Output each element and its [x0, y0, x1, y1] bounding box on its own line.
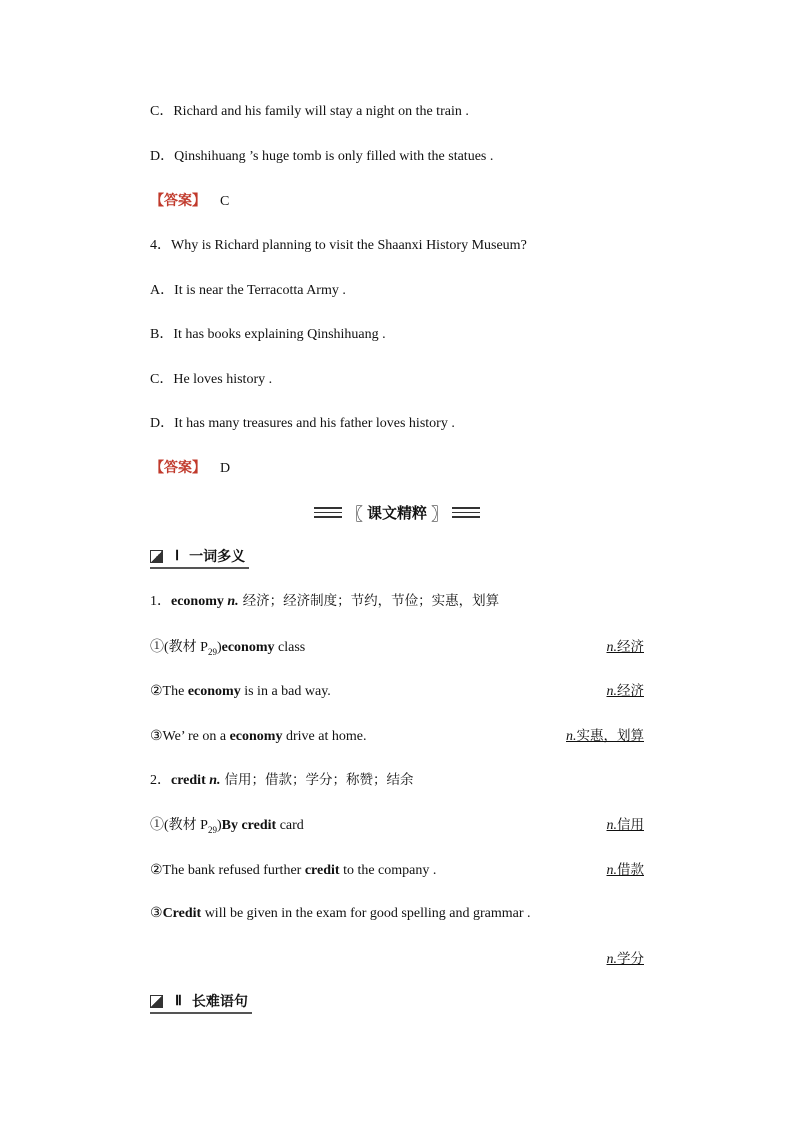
- heading-bracket-right: 〗: [431, 505, 448, 525]
- word-definitions: 经济；经济制度；节约，节俭；实惠，划算: [242, 593, 500, 609]
- answer-q3: [150, 191, 644, 212]
- example-row: ②The bank refused further credit to the company . n.借款: [150, 860, 644, 881]
- word-definitions: 信用；借款；学分；称赞；结余: [224, 772, 414, 788]
- q4-option-d: D．It has many treasures and his father loves history .: [150, 416, 455, 431]
- section-roman: Ⅰ: [175, 548, 180, 564]
- section-bullet-icon: [150, 550, 163, 563]
- example-meaning: n.学分: [606, 951, 644, 967]
- heading-deco-left: [314, 507, 342, 518]
- answer-value: D: [220, 461, 231, 476]
- q4-option-a: A．It is near the Terracotta Army .: [150, 283, 346, 298]
- word-headword: economy: [171, 594, 224, 609]
- section-heading: [0, 500, 794, 525]
- q4-option-b: B．It has books explaining Qinshihuang .: [150, 327, 386, 342]
- section-1-title: [150, 545, 249, 569]
- word-headword: credit: [171, 773, 206, 788]
- example-row: ②The economy is in a bad way. n.经济: [150, 681, 644, 702]
- word-pos: n.: [205, 773, 221, 788]
- heading-deco-right: [452, 507, 480, 518]
- answer-value: C: [220, 194, 230, 209]
- q3-option-c: C．Richard and his family will stay a night on the train .: [150, 104, 469, 119]
- example-meaning: n.借款: [606, 862, 644, 878]
- answer-q4: [150, 458, 644, 479]
- section-label: 一词多义: [189, 549, 246, 565]
- section-2-title: [150, 990, 252, 1014]
- word-number: 2．: [150, 773, 171, 788]
- example-meaning: n.信用: [606, 817, 644, 833]
- answer-label: 【答案】: [150, 460, 206, 476]
- q3-option-d: D．Qinshihuang ’s huge tomb is only filled with the statues .: [150, 149, 494, 164]
- heading-bracket-left: 〖: [345, 505, 363, 525]
- example-row: ①(教材 $P_{29})By$ credit card n.信用: [150, 817, 644, 835]
- example-meaning-row: [150, 949, 644, 970]
- word-pos: n.: [223, 594, 239, 609]
- heading-title: 课文精粹: [366, 504, 427, 522]
- answer-label: 【答案】: [150, 193, 206, 209]
- example-meaning: n.实惠，划算: [566, 728, 644, 744]
- q4-question: 4．Why is Richard planning to visit the Shaanxi History Museum?: [150, 238, 527, 253]
- word-2-entry: [150, 770, 644, 791]
- example-row: ③We’ re on a economy drive at home. n.实惠，划算: [150, 726, 644, 747]
- q4-option-c: C．He loves history .: [150, 372, 273, 387]
- word-1-entry: [150, 591, 644, 612]
- example-meaning: n.经济: [606, 683, 644, 699]
- word-number: 1．: [150, 594, 171, 609]
- example-row: ③Credit will be given in the exam for good spelling and grammar .: [150, 906, 531, 921]
- section-label: 长难语句: [191, 994, 248, 1010]
- example-meaning: n.经济: [606, 639, 644, 655]
- section-bullet-icon: [150, 995, 163, 1008]
- section-roman: Ⅱ: [175, 993, 182, 1009]
- example-row: ①(教材 $P_{29})economy$ class n.经济: [150, 639, 644, 657]
